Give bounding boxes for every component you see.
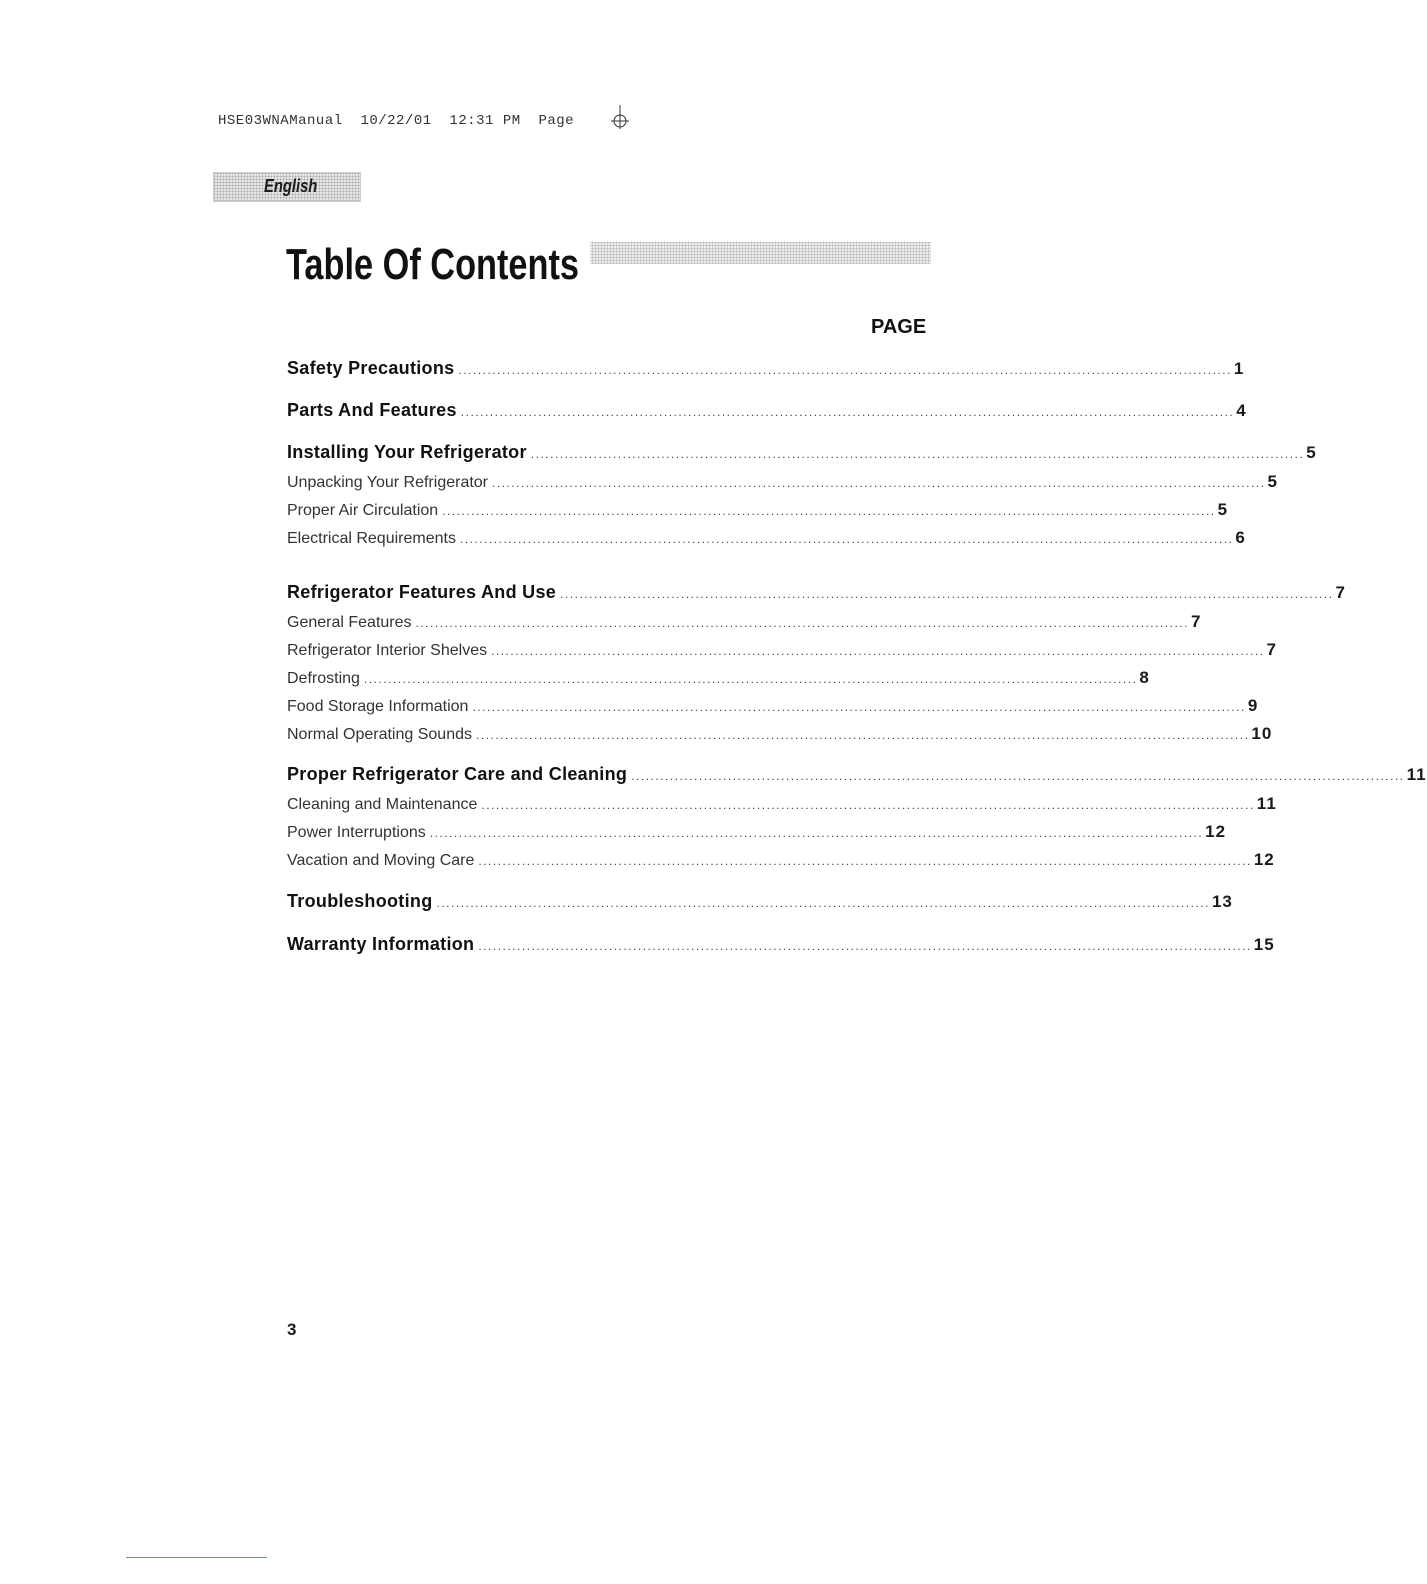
print-slug: HSE03WNAManual 10/22/01 12:31 PM Page: [218, 113, 575, 129]
toc-entry-label: General Features: [287, 614, 412, 631]
dot-leader: ................................................................................................................................................................: [429, 826, 1204, 840]
toc-entry-refrigerator-features-and-use[interactable]: [287, 582, 1347, 603]
crop-mark-icon: [608, 104, 632, 130]
page-number: 3: [287, 1320, 297, 1339]
toc-entry-electrical-requirements[interactable]: [287, 528, 1246, 548]
dot-leader: ................................................................................................................................................................: [481, 798, 1255, 812]
toc-entry-label: Troubleshooting: [287, 891, 433, 911]
toc-entry-normal-operating-sounds[interactable]: [287, 724, 1273, 744]
dot-leader: ................................................................................................................................................................: [478, 939, 1252, 953]
toc-entry-page: 5: [1267, 472, 1278, 491]
dot-leader: ................................................................................................................................................................: [442, 504, 1216, 518]
toc-entry-page: 7: [1266, 640, 1277, 659]
page-title: Table Of Contents: [286, 240, 590, 290]
dot-leader: ................................................................................................................................................................: [472, 700, 1246, 714]
dot-leader: ................................................................................................................................................................: [530, 447, 1305, 461]
toc-entry-defrosting[interactable]: [287, 668, 1150, 688]
toc-entry-label: Installing Your Refrigerator: [287, 442, 527, 462]
toc-entry-warranty-information[interactable]: [287, 934, 1275, 955]
toc-entry-label: Refrigerator Features And Use: [287, 582, 557, 602]
toc-entry-page: 9: [1247, 696, 1259, 715]
toc-entry-page: 7: [1335, 583, 1347, 602]
dot-leader: ................................................................................................................................................................: [363, 672, 1138, 686]
toc-entry-page: 13: [1211, 892, 1233, 911]
toc-entry-proper-refrigerator-care[interactable]: [287, 764, 1427, 785]
toc-entry-safety-precautions[interactable]: [287, 358, 1245, 379]
toc-entry-page: 10: [1251, 724, 1273, 743]
toc-entry-label: Proper Refrigerator Care and Cleaning: [287, 764, 628, 784]
toc-entry-label: Cleaning and Maintenance: [287, 796, 478, 813]
toc-entry-general-features[interactable]: [287, 612, 1202, 632]
toc-entry-installing-your-refrigerator[interactable]: [287, 442, 1317, 463]
toc-entry-power-interruptions[interactable]: [287, 822, 1227, 842]
language-tab: [213, 172, 361, 202]
toc-entry-page: 6: [1235, 528, 1246, 547]
toc-entry-label: Proper Air Circulation: [287, 502, 439, 519]
toc-entry-cleaning-and-maintenance[interactable]: [287, 794, 1277, 814]
toc-entry-food-storage-information[interactable]: [287, 696, 1259, 716]
toc-entry-page: 7: [1190, 612, 1202, 631]
toc-entry-page: 12: [1205, 822, 1227, 841]
toc-entry-label: Vacation and Moving Care: [287, 852, 475, 869]
dot-leader: ................................................................................................................................................................: [475, 728, 1250, 742]
toc-entry-page: 1: [1233, 359, 1245, 378]
toc-entry-label: Refrigerator Interior Shelves: [287, 642, 488, 659]
dot-leader: ................................................................................................................................................................: [491, 644, 1265, 658]
toc-entry-page: 5: [1217, 500, 1229, 519]
dot-leader: ................................................................................................................................................................: [459, 532, 1234, 546]
dot-leader: ................................................................................................................................................................: [631, 769, 1405, 783]
toc-entry-proper-air-circulation[interactable]: [287, 500, 1229, 520]
toc-entry-page: 12: [1253, 850, 1275, 869]
dot-leader: ................................................................................................................................................................: [415, 616, 1189, 630]
page-column-label: PAGE: [871, 316, 927, 338]
toc-entry-label: Electrical Requirements: [287, 530, 456, 547]
toc-entry-page: 4: [1236, 401, 1247, 420]
toc-entry-vacation-and-moving-care[interactable]: [287, 850, 1275, 870]
toc-entry-label: Parts And Features: [287, 400, 457, 420]
toc-entry-page: 11: [1406, 765, 1427, 784]
toc-entry-label: Warranty Information: [287, 934, 475, 954]
toc-entry-parts-and-features[interactable]: [287, 400, 1247, 421]
dot-leader: ................................................................................................................................................................: [460, 405, 1235, 419]
language-tab-label: English: [264, 176, 318, 196]
toc-entry-page: 15: [1253, 935, 1275, 954]
toc-entry-label: Safety Precautions: [287, 358, 455, 378]
toc-entry-page: 8: [1139, 668, 1150, 687]
toc-entry-label: Normal Operating Sounds: [287, 726, 472, 743]
toc-entry-troubleshooting[interactable]: [287, 891, 1233, 912]
dot-leader: ................................................................................................................................................................: [560, 587, 1334, 601]
dot-leader: ................................................................................................................................................................: [492, 476, 1266, 490]
footer-rule: [126, 1557, 267, 1558]
toc-entry-page: 5: [1306, 443, 1317, 462]
toc-entry-label: Defrosting: [287, 670, 360, 687]
toc-entry-label: Unpacking Your Refrigerator: [287, 474, 489, 491]
toc-entry-unpacking-your-refrigerator[interactable]: [287, 472, 1278, 492]
dot-leader: ................................................................................................................................................................: [458, 363, 1232, 377]
dot-leader: ................................................................................................................................................................: [478, 854, 1252, 868]
toc-entry-label: Power Interruptions: [287, 824, 426, 841]
dot-leader: ................................................................................................................................................................: [436, 896, 1210, 910]
toc-entry-label: Food Storage Information: [287, 698, 469, 715]
toc-entry-page: 11: [1256, 794, 1277, 813]
toc-entry-refrigerator-interior-shelves[interactable]: [287, 640, 1277, 660]
